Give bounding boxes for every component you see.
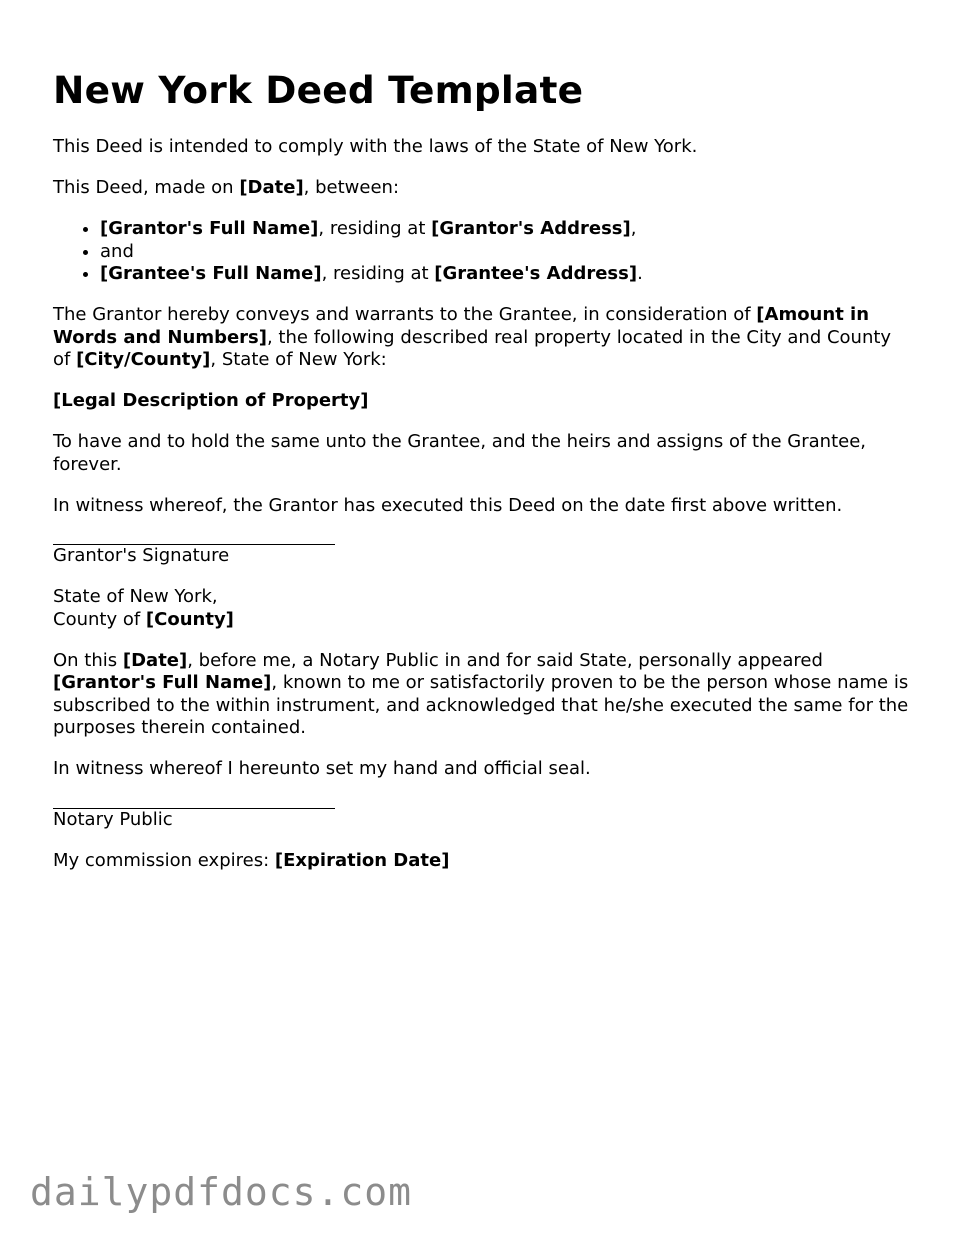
conveyance-text-2: , the following described real property located in the City and County of	[53, 326, 892, 370]
grantee-name-placeholder: [Grantee's Full Name]	[100, 263, 322, 284]
residing-at-text: , residing at	[318, 218, 432, 239]
ack-text-3: , known to me or satisfactorily proven to be the person whose name is subscribed to the within instrument, and acknowledged that he/she executed the same for the purposes therein contained.	[53, 672, 909, 738]
notary-signature-line[interactable]	[53, 789, 335, 809]
list-item-grantee	[100, 263, 913, 286]
ack-grantor-name-placeholder: [Grantor's Full Name]	[53, 672, 272, 693]
commission-paragraph	[53, 850, 913, 873]
deed-date-placeholder: [Date]	[239, 177, 304, 198]
made-on-suffix: , between:	[303, 177, 400, 198]
list-item-and: • and	[100, 241, 913, 264]
grantor-signature-label: Grantor's Signature	[53, 545, 230, 566]
grantor-address-placeholder: [Grantor's Address]	[431, 218, 631, 239]
grantee-address-placeholder: [Grantee's Address]	[434, 263, 638, 284]
grantor-signature-line[interactable]	[53, 525, 335, 545]
legal-description-placeholder	[53, 390, 913, 413]
venue-block	[53, 586, 913, 631]
ack-date-placeholder: [Date]	[122, 649, 188, 671]
venue-state: State of New York,	[53, 586, 218, 607]
acknowledgment-paragraph	[53, 650, 913, 740]
grantor-witness-paragraph: In witness whereof, the Grantor has executed this Deed on the date first above written.	[53, 494, 843, 516]
deed-document	[53, 64, 913, 891]
list-item-grantor	[100, 218, 913, 241]
grantor-signature-block	[53, 525, 913, 568]
expiration-date-placeholder: [Expiration Date]	[274, 849, 450, 871]
ack-text-2: , before me, a Notary Public in and for said State, personally appeared	[187, 649, 823, 671]
conveyance-paragraph	[53, 304, 913, 372]
notary-witness-paragraph: In witness whereof I hereunto set my hand and official seal.	[53, 758, 591, 779]
legal-description-text: [Legal Description of Property]	[53, 390, 369, 411]
intro-paragraph: This Deed is intended to comply with the laws of the State of New York.	[53, 136, 698, 157]
notary-signature-block	[53, 789, 913, 832]
grantor-name-placeholder: [Grantor's Full Name]	[100, 218, 319, 239]
county-placeholder: [County]	[145, 608, 234, 630]
made-on-prefix: This Deed, made on	[53, 177, 240, 198]
period-text: .	[637, 263, 643, 284]
amount-placeholder: [Amount in Words and Numbers]	[53, 304, 870, 348]
comma-text: ,	[630, 218, 637, 239]
conveyance-text-3: , State of New York:	[210, 349, 387, 370]
made-on-paragraph	[53, 177, 913, 200]
page-title: New York Deed Template	[53, 68, 584, 112]
venue-county-prefix: County of	[53, 608, 146, 630]
watermark: dailypdfdocs.com	[30, 1170, 413, 1214]
commission-prefix: My commission expires:	[53, 849, 275, 871]
city-county-placeholder: [City/County]	[76, 349, 211, 370]
ack-text-1: On this	[53, 649, 123, 671]
notary-signature-label: Notary Public	[53, 808, 173, 830]
habendum-paragraph: To have and to hold the same unto the Grantee, and the heirs and assigns of the Grantee, forever.	[53, 431, 866, 475]
residing-at-text: , residing at	[321, 263, 435, 284]
conveyance-text-1: The Grantor hereby conveys and warrants to the Grantee, in consideration of	[53, 304, 757, 325]
parties-list	[53, 218, 913, 286]
